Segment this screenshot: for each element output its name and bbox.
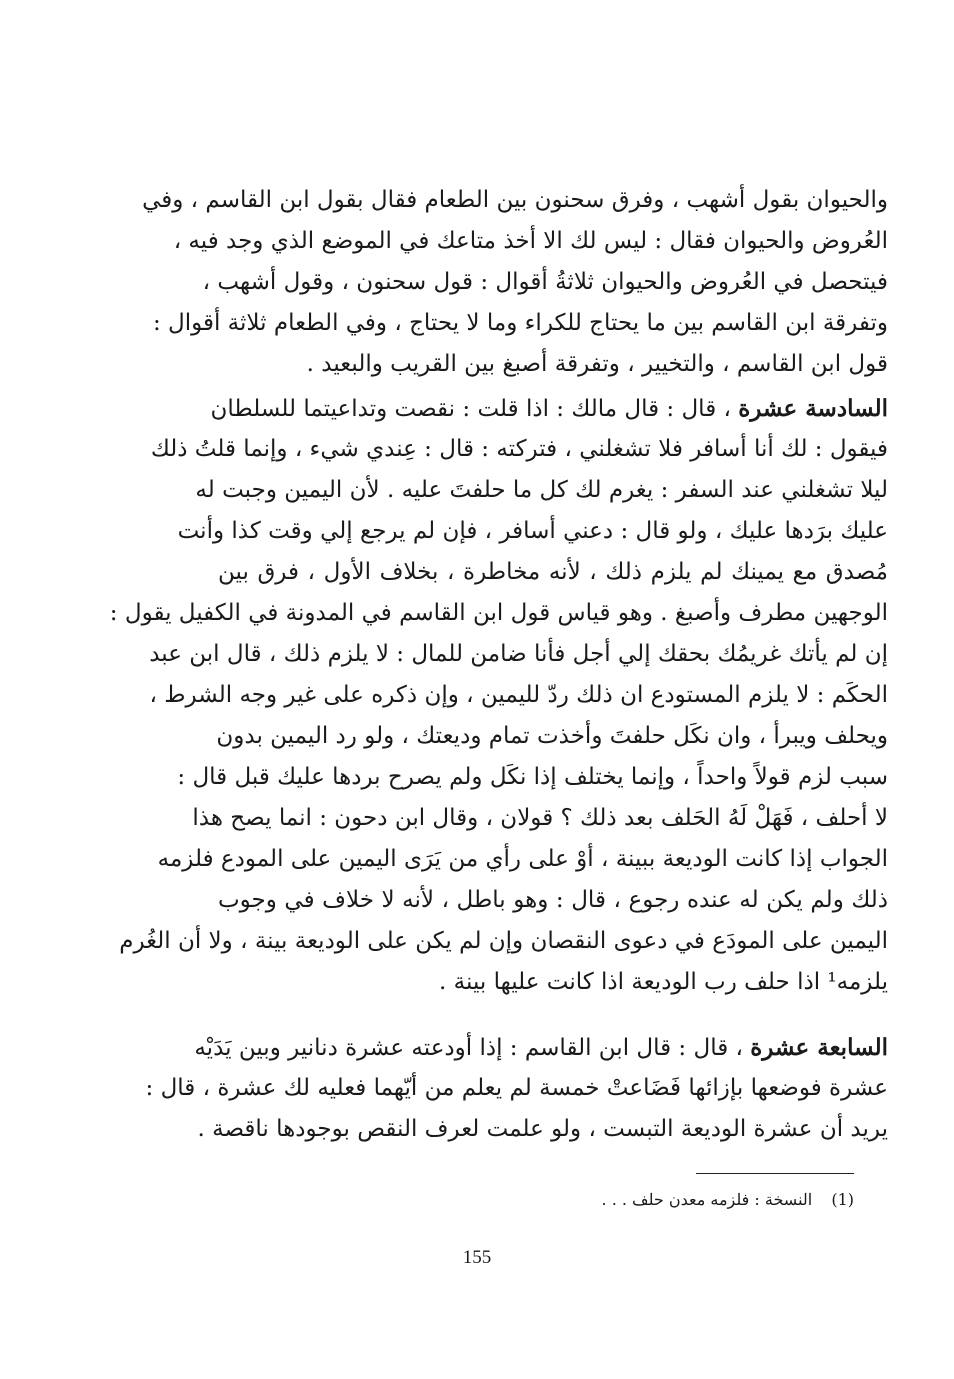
page-number: 155 <box>462 1247 492 1268</box>
text-line-first <box>210 388 888 429</box>
text-line: قول ابن القاسم ، والتخيير ، وتفرقة أصبغ بين القريب والبعيد . <box>306 351 888 377</box>
text-line-rest: ، قال : قال ابن القاسم : إذا أودعته عشرة دنانير وبين يَدَيْه <box>194 1035 743 1061</box>
text-line: يريد أن عشرة الوديعة التبست ، ولو علمت لعرف النقص بوجودها ناقصة . <box>197 1116 888 1142</box>
text-line: الوجهين مطرف وأصبغ . وهو قياس قول ابن القاسم في المدونة في الكفيل يقول : <box>109 600 888 626</box>
text-line: العُروض والحيوان فقال : ليس لك الا أخذ متاعك في الموضع الذي وجد فيه ، <box>173 228 888 254</box>
text-line: ذلك ولم يكن له عنده رجوع ، قال : وهو باطل ، لأنه لا خلاف في وجوب <box>218 887 888 913</box>
text-line: الحكَم : لا يلزم المستودع ان ذلك ردّ لليمين ، وإن ذكره على غير وجه الشرط ، <box>149 682 888 708</box>
text-line: فيتحصل في العُروض والحيوان ثلاثةُ أقوال : قول سحنون ، وقول أشهب ، <box>202 269 888 295</box>
text-line: ويحلف ويبرأ ، وان نكَل حلفتَ وأخذت تمام وديعتك ، ولو رد اليمين بدون <box>216 723 888 749</box>
footnote-text: النسخة : فلزمه معدن حلف . . . <box>601 1190 813 1209</box>
paragraph-3 <box>145 1027 888 1150</box>
text-line: ليلا تشغلني عند السفر : يغرم لك كل ما حلفتَ عليه . لأن اليمين وجبت له <box>195 477 888 503</box>
text-line: الجواب إذا كانت الوديعة ببينة ، أوْ على رأي من يَرَى اليمين على المودع فلزمه <box>157 846 888 872</box>
text-line: وتفرقة ابن القاسم بين ما يحتاج للكراء وما لا يحتاج ، وفي الطعام ثلاثة أقوال : <box>152 310 888 336</box>
paragraph-2 <box>109 388 888 1003</box>
section-heading: السادسة عشرة <box>738 395 888 422</box>
text-line: عشرة فوضعها بإزائها فَضَاعتْ خمسة لم يعلم من أيّهما فعليه لك عشرة ، قال : <box>145 1075 888 1101</box>
text-line: فيقول : لك أنا أسافر فلا تشغلني ، فتركته : قال : عِندي شيء ، وإنما قلتُ ذلك <box>150 436 888 462</box>
text-line-rest: ، قال : قال مالك : اذا قلت : نقصت وتداعيتما للسلطان <box>210 396 731 422</box>
text-line-first <box>194 1027 888 1068</box>
text-line: اليمين على المودَع في دعوى النقصان وإن لم يكن على الوديعة بينة ، ولا أن الغُرم <box>119 928 888 954</box>
footnote-divider <box>696 1173 854 1174</box>
paragraph-1 <box>142 180 888 385</box>
footnote-number: (1) <box>831 1190 854 1209</box>
text-line: يلزمه¹ اذا حلف رب الوديعة اذا كانت عليها بينة . <box>439 969 888 995</box>
text-line: عليك برَدها عليك ، ولو قال : دعني أسافر ، فإن لم يرجع إلي وقت كذا وأنت <box>177 518 888 544</box>
text-line: إن لم يأتك غريمُك بحقك إلي أجل فأنا ضامن للمال : لا يلزم ذلك ، قال ابن عبد <box>149 641 888 667</box>
section-heading: السابعة عشرة <box>750 1034 888 1061</box>
text-line: مُصدق مع يمينك لم يلزم ذلك ، لأنه مخاطرة ، بخلاف الأول ، فرق بين <box>218 559 888 585</box>
text-line: والحيوان بقول أشهب ، وفرق سحنون بين الطعام فقال بقول ابن القاسم ، وفي <box>142 187 888 213</box>
footnote <box>454 1188 854 1212</box>
text-line: لا أحلف ، فَهَلْ لَهُ الحَلف بعد ذلك ؟ قولان ، وقال ابن دحون : انما يصح هذا <box>192 805 888 831</box>
text-line: سبب لزم قولاً واحداً ، وإنما يختلف إذا نكَل ولم يصرح بردها عليك قبل قال : <box>177 764 888 790</box>
